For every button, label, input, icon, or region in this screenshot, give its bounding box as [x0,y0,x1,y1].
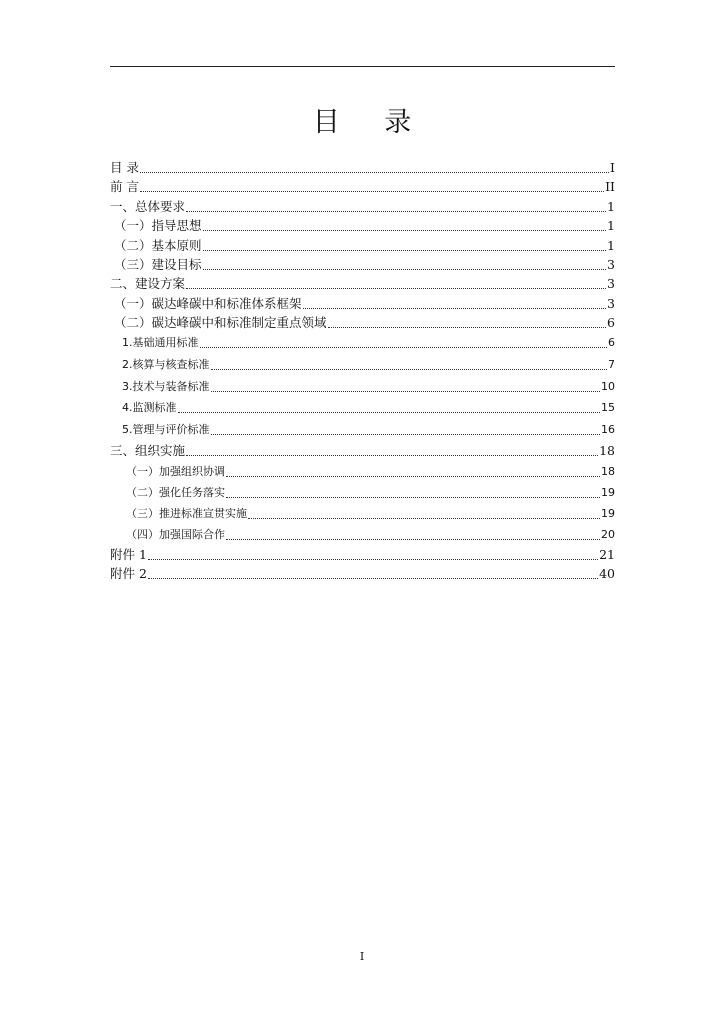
toc-entry-page: 19 [601,486,615,499]
toc-entry-label: 附件 1 [110,547,147,562]
toc-entry-label: 目 录 [110,160,139,175]
toc-entry-label: 附件 2 [110,566,147,581]
toc-leader [203,249,607,251]
toc-entry-page: 15 [601,401,615,414]
toc-leader [248,517,600,519]
toc-entry-label: 2.核算与核查标准 [122,358,210,371]
toc-entry-label: 1.基础通用标准 [122,336,199,349]
toc-entry-page: 1 [607,218,615,233]
toc-leader [328,326,607,328]
toc-entry-label: （二）基本原则 [114,238,202,253]
toc-entry-label: 一、总体要求 [110,199,186,214]
toc-entry-label: （二）强化任务落实 [126,486,225,499]
toc-entry-page: 3 [607,276,615,291]
toc-entry-label: 3.技术与装备标准 [122,380,210,393]
toc-entry-label: 三、组织实施 [110,443,186,458]
toc-entry[interactable] [110,441,615,459]
toc-entry[interactable] [110,398,615,416]
toc-leader [211,368,608,370]
toc-entry-page: 21 [599,547,615,562]
toc-entry-page: 7 [608,358,615,371]
toc-leader [186,454,598,456]
toc-entry-page: 18 [601,465,615,478]
toc-entry-page: 40 [599,566,615,581]
toc-entry[interactable] [110,564,615,582]
toc-entry-page: 18 [599,443,615,458]
toc-entry-label: （二）碳达峰碳中和标准制定重点领域 [114,315,327,330]
toc-entry-label: （三）建设目标 [114,257,202,272]
toc-entry-label: 4.监测标准 [122,401,177,414]
toc-entry-label: 前 言 [110,179,139,194]
toc-entry[interactable] [110,525,615,543]
toc-leader [140,171,609,173]
toc-entry-label: （一）指导思想 [114,218,202,233]
toc-entry-page: 3 [607,296,615,311]
toc-entry-page: 6 [607,315,615,330]
toc-leader [303,307,607,309]
toc-entry-page: II [605,179,615,194]
toc-leader [226,538,600,540]
toc-entry[interactable] [110,197,615,215]
toc-entry-page: 1 [607,199,615,214]
toc-entry[interactable] [110,504,615,522]
toc-entry-page: 16 [601,423,615,436]
toc-entry[interactable] [110,355,615,373]
toc-leader [178,411,601,413]
toc-entry[interactable] [110,333,615,351]
toc-leader [140,190,604,192]
toc-entry[interactable] [110,420,615,438]
toc-entry-page: 1 [607,238,615,253]
toc-entry-page: 20 [601,528,615,541]
toc-leader [148,577,598,579]
toc-entry-label: 二、建设方案 [110,276,186,291]
toc-entry[interactable] [110,462,615,480]
toc-entry[interactable] [110,177,615,195]
toc-entry[interactable] [110,545,615,563]
page-number: I [359,950,365,963]
toc-leader [203,229,607,231]
header-rule [110,66,615,67]
toc-leader [186,210,606,212]
toc-leader [148,558,598,560]
toc-leader [226,475,600,477]
toc-entry[interactable] [110,483,615,501]
toc-entry-label: （四）加强国际合作 [126,528,225,541]
toc-entry-label: （一）加强组织协调 [126,465,225,478]
page-title: 目 录 [312,107,430,138]
toc-entry-page: I [610,160,615,175]
toc-entry[interactable] [110,274,615,292]
toc-entry[interactable] [110,377,615,395]
toc-entry[interactable] [110,294,615,312]
toc-leader [203,268,607,270]
toc-entry-page: 19 [601,507,615,520]
toc-entry[interactable] [110,313,615,331]
toc-leader [200,346,608,348]
toc-entry[interactable] [110,236,615,254]
toc-entry-page: 6 [608,336,615,349]
toc-leader [186,287,606,289]
toc-entry-label: 5.管理与评价标准 [122,423,210,436]
toc-entry-page: 10 [601,380,615,393]
toc-leader [211,390,601,392]
toc-entry-label: （三）推进标准宣贯实施 [126,507,247,520]
toc-entry-label: （一）碳达峰碳中和标准体系框架 [114,296,302,311]
toc-entry[interactable] [110,158,615,176]
toc-leader [211,433,601,435]
toc-entry[interactable] [110,255,615,273]
toc-entry[interactable] [110,216,615,234]
toc-leader [226,496,600,498]
toc-entry-page: 3 [607,257,615,272]
